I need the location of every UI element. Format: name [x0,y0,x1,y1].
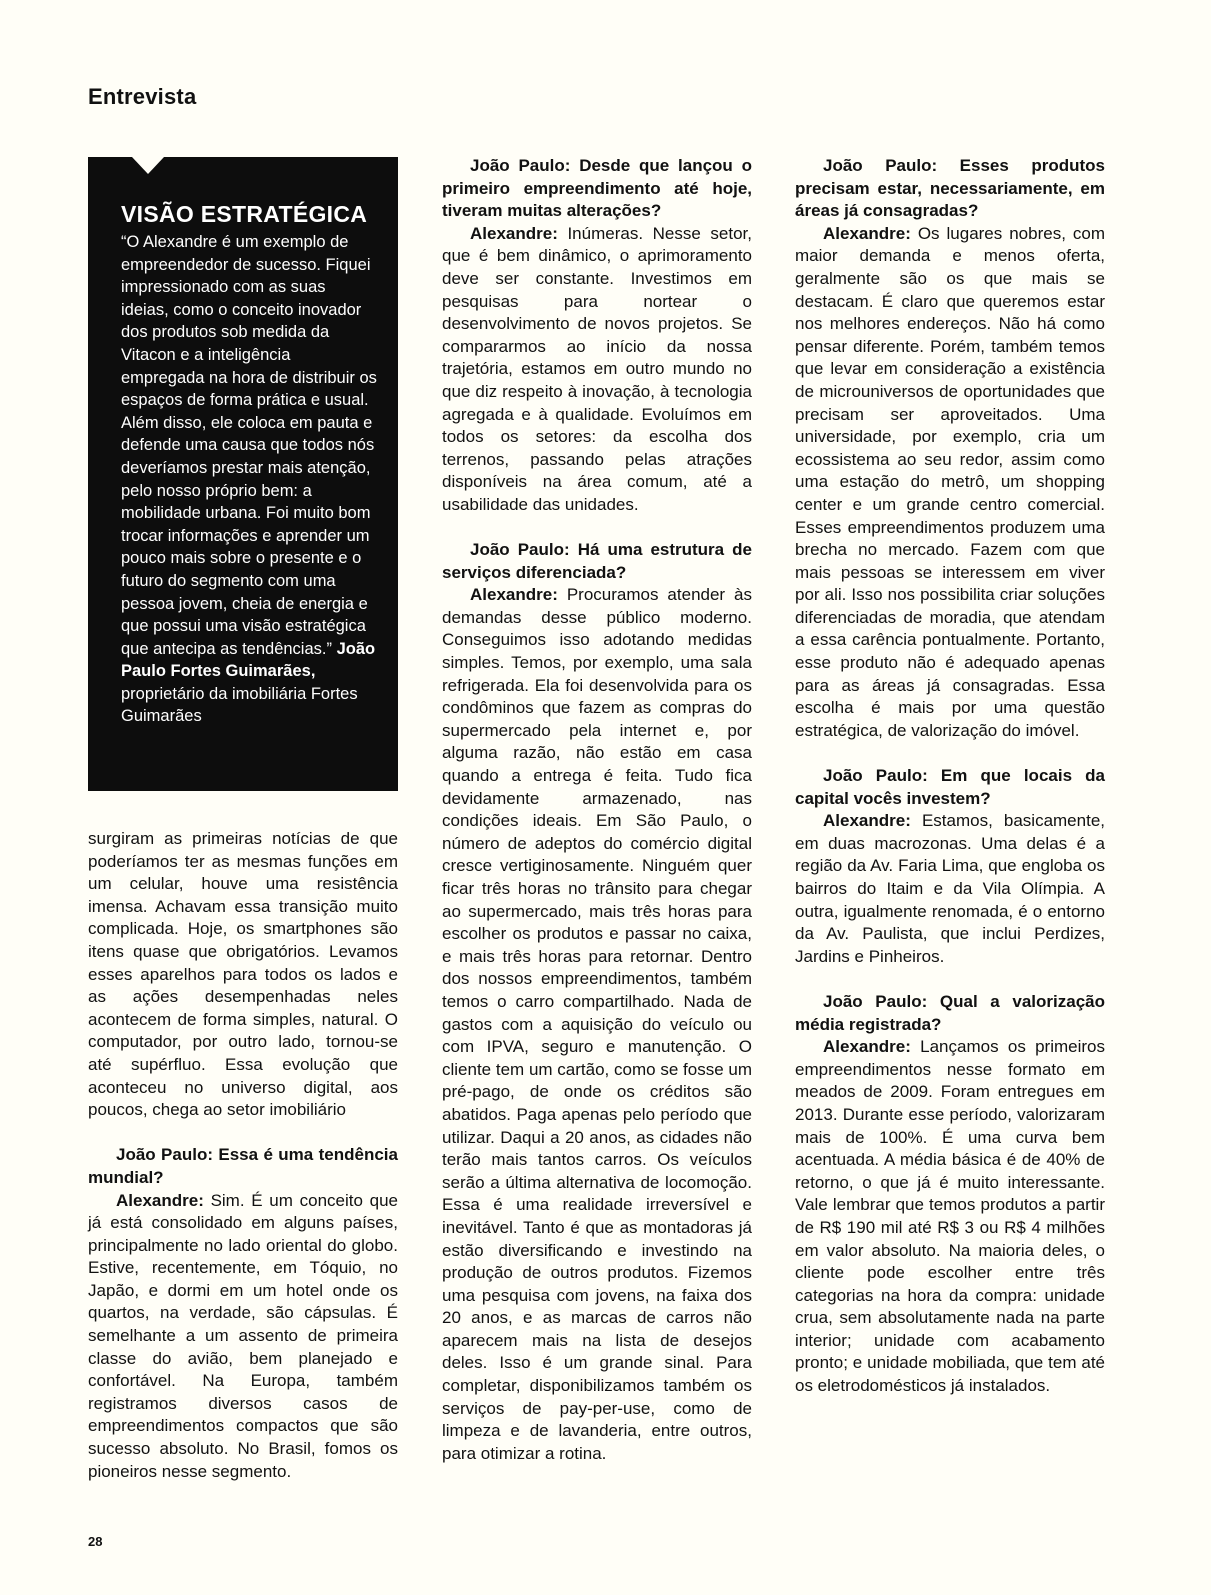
answer-paragraph [795,1036,1105,1398]
speaker-label: Alexandre: [116,1190,204,1210]
answer-paragraph [442,223,752,517]
question-paragraph: João Paulo: Qual a valorização média registrada? [795,991,1105,1034]
article-column-1 [88,828,398,1483]
answer-text: Inúmeras. Nesse setor, que é bem dinâmico, o aprimoramento deve ser constante. Investimos em pesquisas para nortear o desenvolvimento de novos projetos. Se compararmos ao início da nossa trajetória, estamos em outro mundo no que diz respeito à inovação, à tecnologia agregada e à qualidade. Evoluímos em todos os setores: da escolha dos terrenos, passando pelas atrações disponíveis na área comum, até a usabilidade das unidades. [442,223,752,514]
question-paragraph: João Paulo: Em que locais da capital vocês investem? [795,766,1105,808]
question-paragraph: João Paulo: Essa é uma tendência mundial? [88,1145,398,1187]
speaker-label: Alexandre: [470,223,558,243]
answer-paragraph [88,1190,398,1484]
question-paragraph: João Paulo: Desde que lançou o primeiro empreendimento até hoje, tiveram muitas alterações? [442,156,752,221]
continuation-paragraph: surgiram as primeiras notícias de que poderíamos ter as mesmas funções em um celular, houve uma resistência imensa. Achavam essa transição muito complicada. Hoje, os smartphones são itens quase que obrigatórios. Levamos esses aparelhos para todos os lados e as ações desempenhadas neles acontecem de forma simples, natural. O computador, por outro lado, tornou-se até supérfluo. Essa evolução que aconteceu no universo digital, aos poucos, chega ao setor imobiliário [88,829,398,1120]
quote-text: “O Alexandre é um exemplo de empreendedor de sucesso. Fiquei impressionado com as suas ideias, como o conceito inovador dos produtos sob medida da Vitacon e a inteligência empregada na hora de distribuir os espaços de forma prática e usual. Além disso, ele coloca em pauta e defende uma causa que todos nós deveríamos prestar mais atenção, pelo nosso próprio bem: a mobilidade urbana. Foi muito bom trocar informações e aprender um pouco mais sobre o presente e o futuro do segmento com uma pessoa jovem, cheia de energia e que possui uma visão estratégica que antecipa as tendências.” [121,233,377,658]
speaker-label: Alexandre: [823,1037,911,1057]
answer-text: Lançamos os primeiros empreendimentos nesse formato em meados de 2009. Foram entregues em 2013. Durante esse período, valorizaram mais de 100%. É uma curva bem acentuada. A média básica é de 40% de retorno, o que já é muito interessante. Vale lembrar que temos produtos a partir de R$ 190 mil até R$ 3 ou R$ 4 milhões em valor absoluto. Na maioria deles, o cliente pode escolher entre três categorias na hora da compra: unidade crua, sem absolutamente nada na parte interior; unidade com acabamento pronto; e unidade mobiliada, que tem até os eletrodomésticos já instalados. [795,1037,1105,1396]
question-paragraph: João Paulo: Há uma estrutura de serviços diferenciada? [442,540,752,582]
answer-paragraph [795,223,1105,743]
sidebar-box [88,157,398,791]
article-column-2 [442,155,752,1465]
question-paragraph: João Paulo: Esses produtos precisam estar, necessariamente, em áreas já consagradas? [795,156,1105,221]
section-label: Entrevista [88,84,197,109]
quote-attribution-name: João Paulo Fortes Guimarães, [121,639,376,681]
answer-text: Os lugares nobres, com maior demanda e menos oferta, geralmente são os que mais se destacam. É claro que queremos estar nos melhores endereços. Não há como pensar diferente. Porém, também temos que levar em consideração a existência de microuniversos de oportunidades que precisam ser aproveitados. Uma universidade, por exemplo, cria um ecossistema ao seu redor, assim como uma estação do metrô, um shopping center e um grande centro comercial. Esses empreendimentos produzem uma brecha no mercado. Fazem com que mais pessoas se interessem em viver por ali. Isso nos possibilita criar soluções diferenciadas de moradia, que atendam a essa carência pontualmente. Portanto, esse produto não é adequado apenas para as áreas já consagradas. Essa escolha é mais por uma questão estratégica, de valorização do imóvel. [795,223,1105,740]
answer-text: Procuramos atender às demandas desse público moderno. Conseguimos isso adotando medidas simples. Temos, por exemplo, uma sala refrigerada. Ela foi desenvolvida para os condôminos que fazem as compras do supermercado pela internet e, por alguma razão, não estão em casa quando a entrega é feita. Tudo fica devidamente armazenado, nas condições ideais. Em São Paulo, o número de adeptos do comércio digital cresce vertiginosamente. Ninguém quer ficar três horas no trânsito para chegar ao supermercado, mais três horas para escolher os produtos e passar no caixa, e mais três horas para retornar. Dentro dos nossos empreendimentos, também temos o carro compartilhado. Nada de gastos com a aquisição do veículo ou com IPVA, seguro e manutenção. O cliente tem um cartão, como se fosse um pré-pago, de onde os créditos são abatidos. Paga apenas pelo período que utilizar. Daqui a 20 anos, as cidades não terão mais tantos carros. Os veículos serão a última alternativa de locomoção. Essa é uma realidade irreversível e inevitável. Tanto é que as montadoras já estão diversificando e investindo na produção de outros produtos. Fizemos uma pesquisa com jovens, na faixa dos 20 anos, e as marcas de carros não aparecem mais na lista de desejos deles. Isso é um grande sinal. Para completar, disponibilizamos também os serviços de pay-per-use, como de limpeza e de lavanderia, entre outros, para otimizar a rotina. [442,585,752,1463]
answer-text: Sim. É um conceito que já está consolidado em alguns países, principalmente no lado oriental do globo. Estive, recentemente, em Tóquio, no Japão, e dormi em um hotel onde os quartos, na verdade, são cápsulas. É semelhante a um assento de primeira classe do avião, bem planejado e confortável. Na Europa, também registramos diversos casos de empreendimentos compactos que são sucesso absoluto. No Brasil, fomos os pioneiros nesse segmento. [88,1190,398,1481]
answer-paragraph [795,810,1105,968]
speaker-label: Alexandre: [823,811,911,831]
quote-attribution-role: proprietário da imobiliária Fortes Guimarães [121,684,358,726]
speaker-label: Alexandre: [470,585,558,605]
speaker-label: Alexandre: [823,223,911,243]
page-number: 28 [88,1534,103,1549]
sidebar-quote [121,231,377,728]
notch-arrow-icon [132,157,164,174]
answer-paragraph [442,584,752,1465]
article-column-3 [795,155,1105,1398]
sidebar-title: VISÃO ESTRATÉGICA [121,201,368,227]
answer-text: Estamos, basicamente, em duas macrozonas. Uma delas é a região da Av. Faria Lima, que engloba os bairros do Itaim e da Vila Olímpia. A outra, igualmente renomada, é o entorno da Av. Paulista, que inclui Perdizes, Jardins e Pinheiros. [795,811,1105,966]
